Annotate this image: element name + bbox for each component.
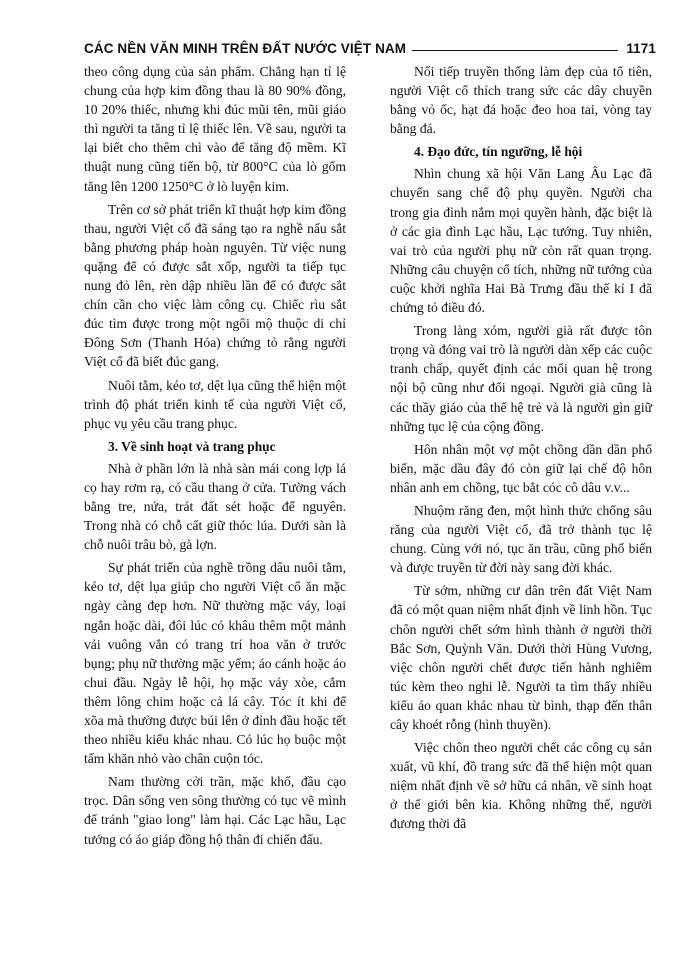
section-heading-4: 4. Đạo đức, tín ngưỡng, lễ hội (414, 144, 583, 160)
paragraph: Sự phát triển của nghề trồng dâu nuôi tằm, kéo tơ, dệt lụa giúp cho người Việt cổ ăn mặc ngày càng đẹp hơn. Nữ thường mặc váy, loại ngắn hoặc dài, đôi lúc có khâu thêm một mảnh vải vuông vắn có trang trí hoa văn ở trước bụng; phụ nữ thường mặc yếm; áo cánh hoặc áo chui đầu. Ngày lễ hội, họ mặc váy xòe, cắm thêm lông chim hoặc cả lá cây. Tóc ít khi để xõa mà thường được búi lên ở đỉnh đầu hoặc tết theo nhiều kiểu khác nhau. Có lúc họ buộc một tấm khăn nhỏ vào chân cuộn tóc. (84, 560, 346, 767)
right-column (390, 62, 652, 838)
paragraph: Nhìn chung xã hội Văn Lang Âu Lạc đã chuyển sang chế độ phụ quyền. Người cha trong gia đình nắm mọi quyền hành, đặc biệt là ở các gia đình Lạc hầu, Lạc tướng. Tuy nhiên, vai trò của người phụ nữ còn rất quan trọng. Những câu chuyện cổ tích, những nữ tướng của cuộc khởi nghĩa Hai Bà Trưng đầu thế kỉ I đã chứng tỏ điều đó. (390, 166, 652, 316)
page-number: 1171 (626, 41, 656, 56)
section-heading-3: 3. Về sinh hoạt và trang phục (108, 438, 276, 454)
header-rule (412, 50, 618, 51)
running-header-title: CÁC NỀN VĂN MINH TRÊN ĐẤT NƯỚC VIỆT NAM (84, 41, 407, 56)
paragraph: Việc chôn theo người chết các công cụ sản xuất, vũ khí, đồ trang sức đã thể hiện một quan niệm nhất định về sở hữu cá nhân, về sinh hoạt ở thế giới bên kia. Không những thế, người đương thời đã (390, 740, 652, 832)
paragraph: Từ sớm, những cư dân trên đất Việt Nam đã có một quan niệm nhất định về linh hồn. Tục chôn người chết sớm hình thành ở người thời Bắc Sơn, Quỳnh Văn. Dưới thời Hùng Vương, việc chôn người chết được tiến hành nghiêm túc kèm theo nghi lễ. Người ta tìm thấy nhiều kiểu áo quan khác nhau từ bình, thạp đến thân cây khoét rỗng (hình thuyền). (390, 583, 652, 732)
paragraph: Nhà ở phần lớn là nhà sàn mái cong lợp lá cọ hay rơm rạ, có cầu thang ở cửa. Tường vách bằng tre, nứa, trát đất sét hoặc để nguyên. Trong nhà có chỗ cất giữ thóc lúa. Dưới sàn là chỗ nuôi trâu bò, gà lợn. (84, 460, 346, 553)
paragraph: Trên cơ sở phát triển kĩ thuật hợp kim đồng thau, người Việt cổ đã sáng tạo ra nghề nấu sắt bằng phương pháp hoàn nguyên. Từ việc nung quặng để có được sắt xốp, người ta tiếp tục nung đỏ lên, rèn dập nhiều lần để có được sắt chín cần cho việc làm công cụ. Chiếc rìu sắt đúc tìm được trong một ngôi mộ thuộc di chỉ Đông Sơn (Thanh Hóa) chứng tỏ rằng người Việt cổ đã biết đúc gang. (84, 201, 346, 370)
paragraph: Nuôi tằm, kéo tơ, dệt lụa cũng thể hiện một trình độ phát triển kinh tế của người Việt cổ, phục vụ yêu cầu trang phục. (84, 377, 346, 431)
paragraph: Nối tiếp truyền thống làm đẹp của tổ tiên, người Việt cổ thích trang sức các dây chuyền bằng vỏ ốc, hạt đá hoặc đeo hoa tai, vòng tay bằng đá. (390, 64, 652, 137)
paragraph: Trong làng xóm, người già rất được tôn trọng và đóng vai trò là người dàn xếp các cuộc tranh chấp, quyết định các mối quan hệ trong nội bộ cũng như đối ngoại. Người già cũng là các thầy giáo của thế hệ trẻ và là người gìn giữ những tục lệ của cộng đồng. (390, 323, 652, 434)
paragraph: Nhuộm răng đen, một hình thức chống sâu răng của người Việt cổ, đã trở thành tục lệ chung. Cùng với nó, tục ăn trầu, cũng phổ biến và được truyền từ đời này sang đời khác. (390, 502, 652, 576)
paragraph: Hôn nhân một vợ một chồng dần dần phổ biến, mặc dầu đây đó còn giữ lại chế độ hôn nhân anh em chồng, tục bắt cóc cô dâu v.v... (390, 441, 652, 495)
paragraph: Nam thường cởi trần, mặc khố, đầu cạo trọc. Dân sống ven sông thường có tục vẽ mình để tránh "giao long" làm hại. Các Lạc hầu, Lạc tướng có áo giáp đồng hộ thân đi chiến đấu. (84, 774, 346, 847)
left-column (84, 62, 346, 853)
running-header (84, 36, 656, 56)
paragraph: theo công dụng của sản phẩm. Chẳng hạn tỉ lệ chung của hợp kim đồng thau là 80 90% đồng, 10 20% thiếc, nhưng khi đúc mũi tên, mũi giáo thì người ta tăng tỉ lệ thiếc lên. Về sau, người ta lại biết cho thêm chì vào để tăng độ mềm. Kĩ thuật nung cũng tiến bộ, từ 800°C của lò gốm tăng lên 1200 1250°C ở lò luyện kim. (84, 64, 346, 194)
